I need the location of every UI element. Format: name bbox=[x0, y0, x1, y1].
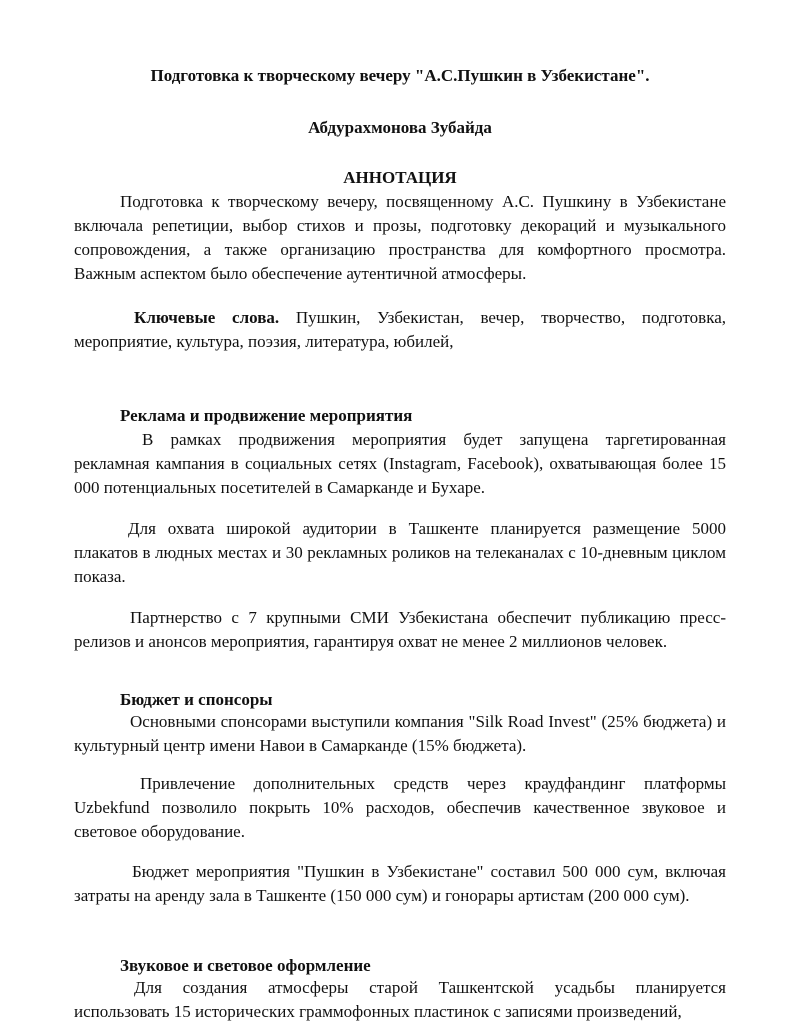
author-name: Абдурахмонова Зубайда bbox=[308, 118, 492, 137]
section-paragraph: Бюджет мероприятия "Пушкин в Узбекистане" составил 500 000 сум, включая затраты на аренду зала в Ташкенте (150 000 сум) и гонорары артистам (200 000 сум). bbox=[74, 862, 726, 905]
section-paragraph: Для охвата широкой аудитории в Ташкенте планируется размещение 5000 плакатов в людных местах и 30 рекламных роликов на телеканалах с 10-дневным циклом показа. bbox=[74, 519, 726, 586]
section-paragraph: Привлечение дополнительных средств через краудфандинг платформы Uzbekfund позволило покрыть 10% расходов, обеспечив качественное звуковое и световое оборудование. bbox=[74, 774, 726, 841]
section-heading-budget: Бюджет и спонсоры bbox=[120, 690, 273, 709]
annotation-paragraph: Подготовка к творческому вечеру, посвященному А.С. Пушкину в Узбекистане включала репетиции, выбор стихов и прозы, подготовку декораций и музыкального сопровождения, а также организацию пространства для комфортного просмотра. Важным аспектом было обеспечение аутентичной атмосферы. bbox=[74, 192, 726, 283]
section-heading-sound-light: Звуковое и световое оформление bbox=[120, 956, 371, 975]
keywords-label: Ключевые слова. bbox=[134, 308, 280, 327]
document-title: Подготовка к творческому вечеру "А.С.Пушкин в Узбекистане". bbox=[150, 66, 650, 85]
section-paragraph: Основными спонсорами выступили компания "Silk Road Invest" (25% бюджета) и культурный центр имени Навои в Самарканде (15% бюджета). bbox=[74, 712, 726, 755]
section-heading-advertising: Реклама и продвижение мероприятия bbox=[120, 406, 413, 425]
annotation-heading: АННОТАЦИЯ bbox=[343, 168, 457, 187]
section-paragraph: В рамках продвижения мероприятия будет запущена таргетированная рекламная кампания в социальных сетях (Instagram, Facebook), охватывающая более 15 000 потенциальных посетителей в Самарканде и Бухаре. bbox=[74, 430, 726, 497]
keywords-paragraph bbox=[74, 306, 726, 354]
section-paragraph: Для создания атмосферы старой Ташкентской усадьбы планируется использовать 15 исторических граммофонных пластинок с записями произведений, bbox=[74, 978, 726, 1021]
section-paragraph: Партнерство с 7 крупными СМИ Узбекистана обеспечит публикацию пресс-релизов и анонсов мероприятия, гарантируя охват не менее 2 миллионов человек. bbox=[74, 608, 726, 651]
keywords-text: Пушкин, Узбекистан, вечер, творчество, подготовка, мероприятие, культура, поэзия, литература, юбилей, bbox=[74, 308, 726, 351]
